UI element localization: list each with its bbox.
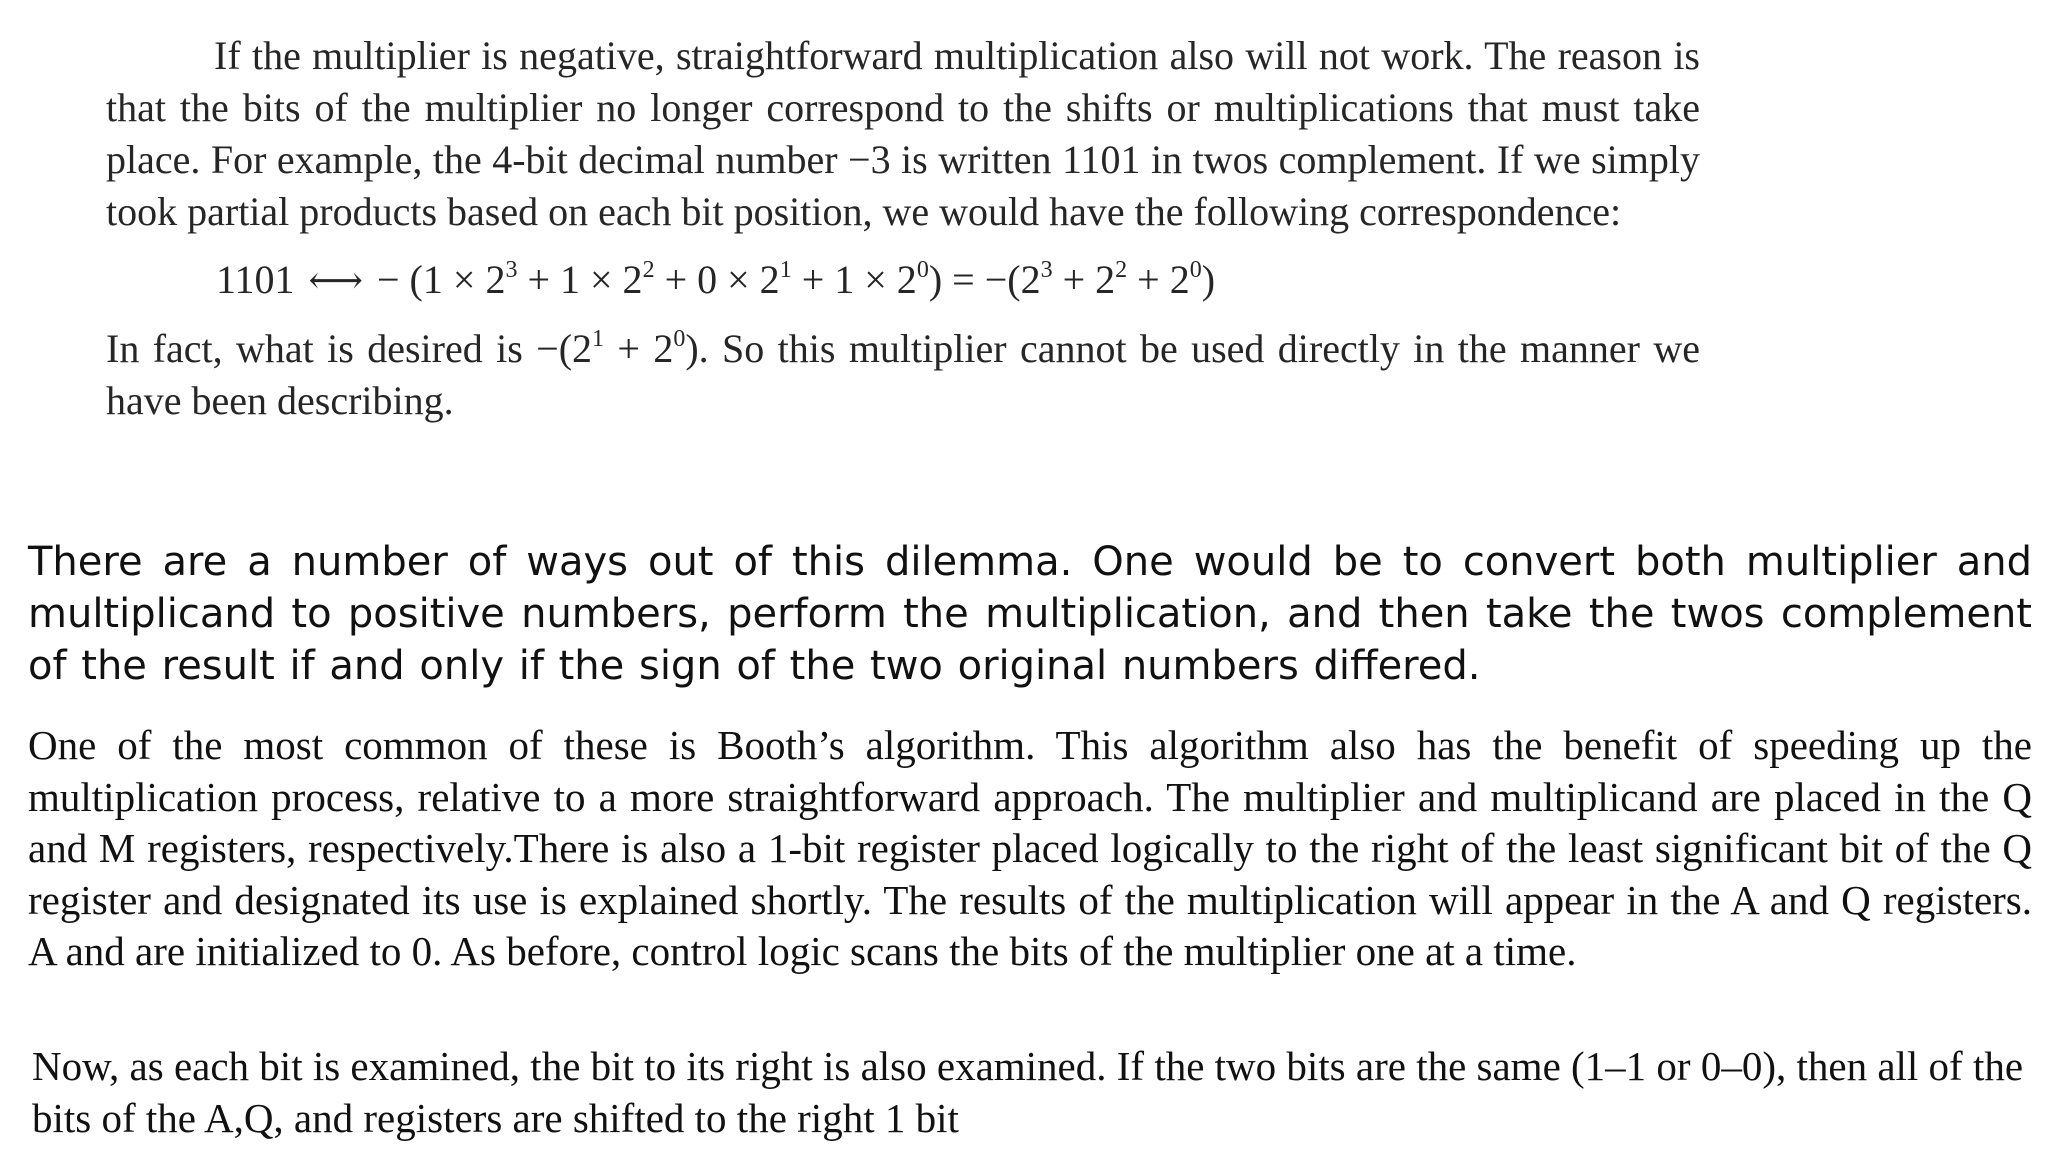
exponent: 3 [1040,257,1053,283]
desired-text: In fact, what is desired is −(2 [106,326,593,371]
exponent: 1 [779,257,792,283]
equation-rhs-prefix: − (1 × 2 [377,257,506,302]
excerpt-paragraph-negative-multiplier: If the multiplier is negative, straightforward multiplication also will not work. The reason is that the bits of the multiplier no longer correspond to the shifts or multiplications that must take place. For example, the 4-bit decimal number −3 is written 1101 in twos complement. If we simply took partial products based on each bit position, we would have the following correspondence: [106,33,1700,234]
correspondence-equation [216,252,1700,309]
exponent: 2 [642,257,655,283]
double-arrow-icon: ⟷ [308,260,363,302]
equation-term: + 1 × 2 [791,257,917,302]
excerpt-paragraph-desired-value [106,323,1700,427]
booth-algorithm-paragraph: One of the most common of these is Booth’s algorithm. This algorithm also has the benefit of speeding up the multiplication process, relative to a more straightforward approach. The multiplier and multiplicand are placed in the Q and M registers, respectively.There is also a 1-bit register placed logically to the right of the least significant bit of the Q register and designated its use is explained shortly. The results of the multiplication will appear in the A and Q registers. A and are initialized to 0. As before, control logic scans the bits of the multiplier one at a time. [28,722,2032,974]
equation-term: ) = −(2 [928,257,1041,302]
equation-lhs: 1101 [216,257,295,302]
equation-term: + 2 [1127,257,1190,302]
exponent: 0 [1189,257,1202,283]
equation-term: + 0 × 2 [654,257,780,302]
desired-text: ). So this multiplier cannot be used directly in the manner we have been describing. [106,326,1700,423]
dilemma-paragraph: There are a number of ways out of this dilemma. One would be to convert both multiplier and multiplicand to positive numbers, perform the multiplication, and then take the twos complement of the result if and only if the sign of the two original numbers differed. [28,539,2032,689]
equation-term: + 1 × 2 [517,257,643,302]
exponent: 2 [1115,257,1128,283]
exponent: 3 [505,257,518,283]
exponent: 1 [592,326,605,352]
bit-scan-paragraph: Now, as each bit is examined, the bit to its right is also examined. If the two bits are the same (1–1 or 0–0), then all of the bits of the A,Q, and registers are shifted to the right 1 bit [32,1043,2024,1141]
equation-term: + 2 [1052,257,1116,302]
textbook-excerpt [106,30,1700,427]
exponent: 0 [673,326,686,352]
equation-term: ) [1201,257,1216,302]
desired-text: + 2 [604,326,674,371]
exponent: 0 [916,257,929,283]
